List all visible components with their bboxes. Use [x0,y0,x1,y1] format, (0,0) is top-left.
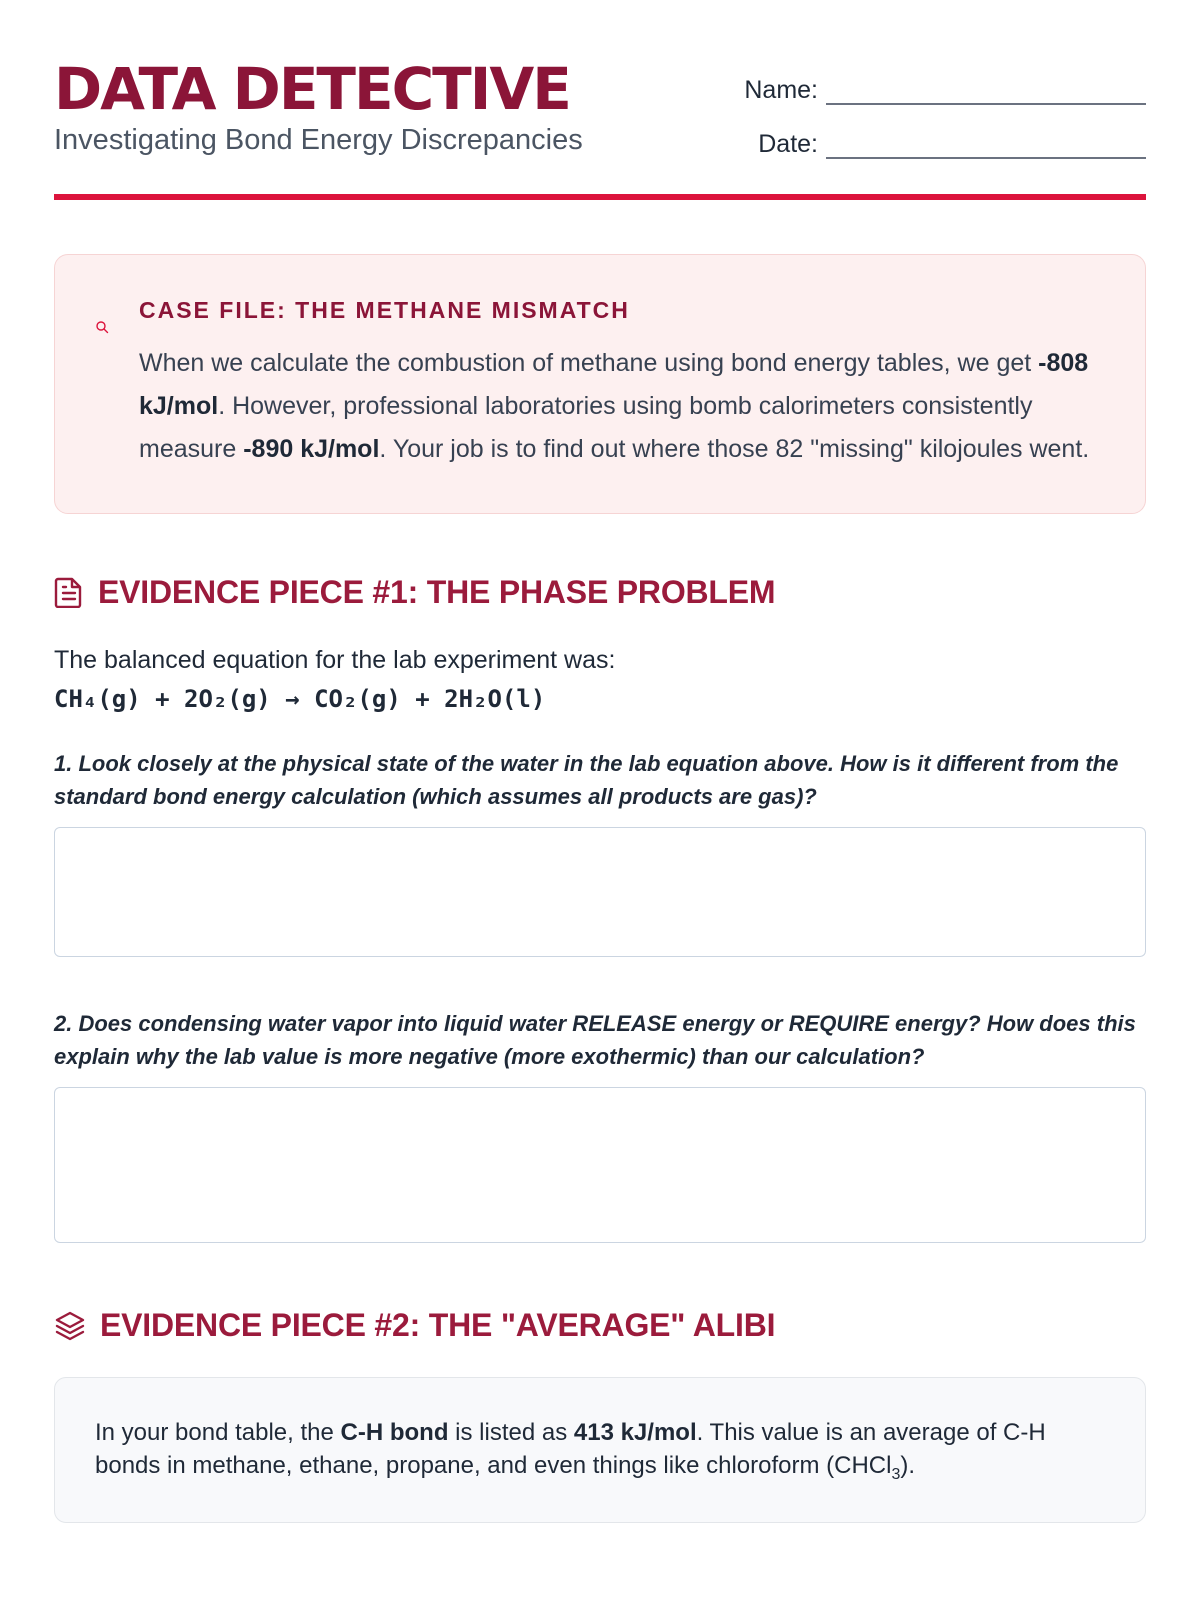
case-file-callout [54,254,1146,514]
bond-value: 413 kJ/mol [573,1419,697,1446]
calculated-value: -808 kJ/mol [139,349,1089,420]
evidence-2-infobox [54,1377,1146,1523]
name-field-row [736,75,1146,105]
date-field-row [736,129,1146,159]
date-field[interactable] [826,133,1146,159]
evidence-1-heading [54,572,1146,612]
evidence-1-title: EVIDENCE PIECE #1: THE PHASE PROBLEM [98,573,776,610]
evidence-2-heading [54,1305,1146,1345]
header-divider [54,194,1146,200]
name-field[interactable] [826,79,1146,105]
search-icon [95,320,109,334]
bond-name: C-H bond [340,1419,449,1446]
chemical-equation: CH₄(g) + 2O₂(g) → CO₂(g) + 2H₂O(l) [54,685,546,713]
page-subtitle: Investigating Bond Energy Discrepancies [54,124,583,156]
evidence-1-intro: The balanced equation for the lab experiment was: [54,646,616,674]
worksheet-header [54,55,1146,200]
question-1: 1. Look closely at the physical state of the water in the lab equation above. How is it different from the standard bond energy calculation (which assumes all products are gas)? [54,751,1119,809]
answer-box-2[interactable] [54,1087,1146,1243]
student-fields [736,75,1146,183]
layers-icon [54,1309,86,1341]
measured-value: -890 kJ/mol [243,435,380,463]
answer-box-1[interactable] [54,827,1146,957]
case-file-text: When we calculate the combustion of methane using bond energy tables, we get -808 kJ/mol. However, professional laboratories using bomb calorimeters consistently measure -890 kJ/mol. Your job is to find out where those 82 "missing" kilojoules went. [139,349,1090,463]
document-icon [54,576,84,608]
case-file-title: CASE FILE: THE METHANE MISMATCH [139,297,630,323]
name-label: Name: [744,76,818,104]
page-title: DATA DETECTIVE [54,55,570,123]
date-label: Date: [758,130,818,158]
evidence-2-title: EVIDENCE PIECE #2: THE "AVERAGE" ALIBI [100,1306,776,1343]
question-2: 2. Does condensing water vapor into liquid water RELEASE energy or REQUIRE energy? How does this explain why the lab value is more negative (more exothermic) than our calculation? [54,1011,1136,1069]
evidence-2-text: In your bond table, the C-H bond is listed as 413 kJ/mol. This value is an average of C-H bonds in methane, ethane, propane, and even things like chloroform (CHCl$_3$). [95,1419,1046,1483]
